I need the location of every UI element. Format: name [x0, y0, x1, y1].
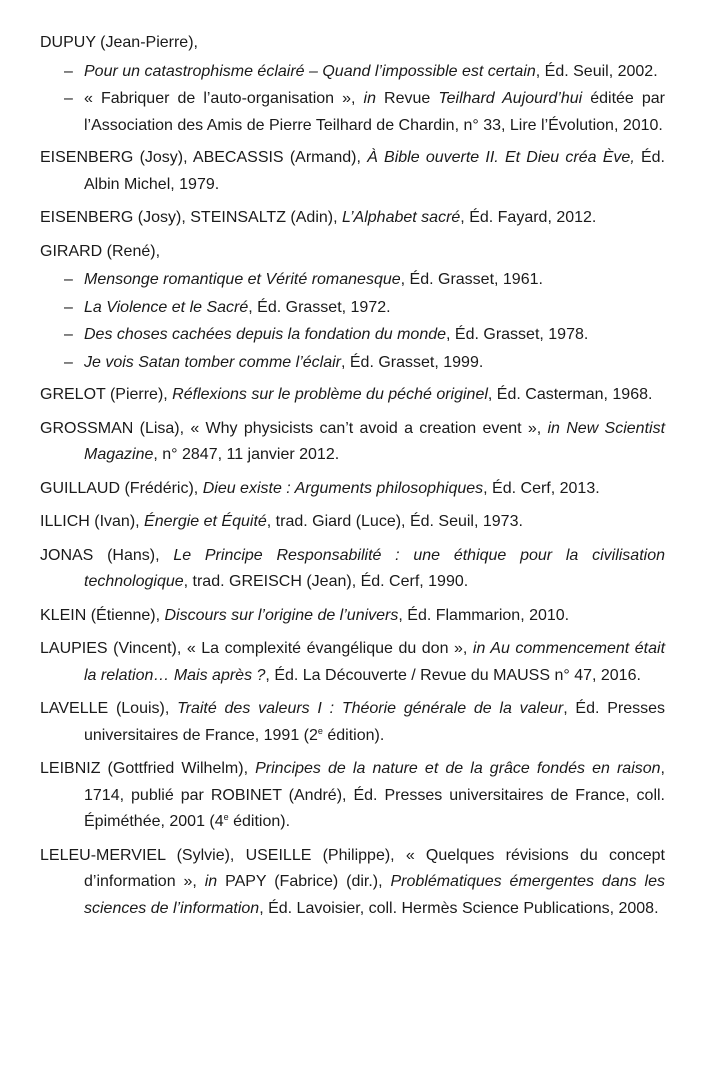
work-list-dupuy [40, 59, 665, 140]
author: EISENBERG (Josy), ABECASSIS (Armand), [40, 149, 368, 166]
dash-bullet: – [64, 62, 73, 80]
dash-bullet: – [64, 90, 73, 107]
work-title: Des choses cachées depuis la fondation du monde [84, 326, 447, 343]
work-title: L’Alphabet sacré [341, 209, 461, 226]
work-item: – « Fabriquer de l’auto-organisation », in Revue Teilhard Aujourd’hui éditée par l’Association des Amis de Pierre Teilhard de Chardin, n° 33, Lire l’Évolution, 2010. [40, 86, 665, 139]
author: DUPUY (Jean-Pierre), [40, 34, 198, 51]
work-title: Problématiques émergentes dans les sciences de l’information [84, 873, 665, 917]
bib-entry-guillaud: GUILLAUD (Frédéric), Dieu existe : Arguments philosophiques, Éd. Cerf, 2013. [40, 479, 600, 497]
work-list-girard [40, 267, 665, 376]
work-title: New Scientist Magazine [84, 419, 666, 463]
dash-bullet: – [64, 353, 73, 371]
work-item: – Mensonge romantique et Vérité romanesque, Éd. Grasset, 1961. [40, 267, 665, 294]
work-title: Traité des valeurs I : Théorie générale de la valeur [177, 700, 564, 717]
dash-bullet: – [64, 326, 73, 343]
work-item: – Pour un catastrophisme éclairé – Quand l’impossible est certain, Éd. Seuil, 2002. [40, 59, 665, 86]
bibliography-page [40, 30, 665, 929]
author: LAVELLE (Louis), [40, 700, 178, 717]
dash-bullet: – [64, 271, 73, 288]
work-title: Dieu existe : Arguments philosophiques [202, 479, 484, 497]
author: EISENBERG (Josy), STEINSALTZ (Adin), [40, 209, 342, 226]
author: KLEIN (Étienne), [40, 606, 165, 624]
bib-entry-laupies: LAUPIES (Vincent), « La complexité évangélique du don », in Au commencement était la relation… Mais après ?, Éd. La Découverte / Revue du MAUSS n° 47, 2016. [40, 640, 666, 684]
bib-entry-grelot: GRELOT (Pierre), Réflexions sur le problème du péché originel, Éd. Casterman, 1968. [40, 386, 653, 403]
bib-entry-grossman: GROSSMAN (Lisa), « Why physicists can’t avoid a creation event », in New Scientist Magazine, n° 2847, 11 janvier 2012. [40, 419, 666, 463]
bib-entry-jonas: JONAS (Hans), Le Principe Responsabilité : une éthique pour la civilisation technologique, trad. GREISCH (Jean), Éd. Cerf, 1990. [40, 546, 666, 590]
work-title: Pour un catastrophisme éclairé – Quand l’impossible est certain [84, 62, 536, 80]
work-title: Énergie et Équité [144, 513, 267, 530]
author: ILLICH (Ivan), [40, 513, 145, 530]
author: GIRARD (René), [40, 242, 161, 260]
author: GRELOT (Pierre), [40, 386, 173, 403]
author: GROSSMAN (Lisa), « Why physicists can’t avoid a creation event », [40, 419, 548, 437]
work-item: – Des choses cachées depuis la fondation du monde, Éd. Grasset, 1978. [40, 322, 665, 349]
work-title: Réflexions sur le problème du péché originel [172, 386, 488, 403]
author: LELEU-MERVIEL (Sylvie), USEILLE (Philippe), « Quelques révisions du concept d’information », [40, 846, 665, 890]
author: JONAS (Hans), [40, 546, 174, 564]
bib-entry-eisenberg-abecassis: EISENBERG (Josy), ABECASSIS (Armand), À Bible ouverte II. Et Dieu créa Ève, Éd. Albin Michel, 1979. [40, 149, 665, 193]
bib-entry-klein: KLEIN (Étienne), Discours sur l’origine de l’univers, Éd. Flammarion, 2010. [40, 606, 570, 624]
work-title: Je vois Satan tomber comme l’éclair [84, 353, 341, 371]
author: GUILLAUD (Frédéric), [40, 479, 203, 497]
author: LAUPIES (Vincent), « La complexité évangélique du don », [40, 640, 473, 657]
bib-entry-leibniz: LEIBNIZ (Gottfried Wilhelm), Principes de la nature et de la grâce fondés en raison, 1714, publié par ROBINET (André), Éd. Presses universitaires de France, coll. Épiméthée, 2001 (4e édition). [40, 760, 665, 830]
author: LEIBNIZ (Gottfried Wilhelm), [40, 760, 256, 777]
work-title: in Au commencement était la relation… Mais après ? [84, 640, 666, 684]
bib-entry-girard [40, 239, 665, 266]
bib-entry-dupuy [40, 30, 665, 57]
bib-entry-leleu-merviel: LELEU-MERVIEL (Sylvie), USEILLE (Philippe), « Quelques révisions du concept d’information », in PAPY (Fabrice) (dir.), Problématiques émergentes dans les sciences de l’information, Éd. Lavoisier, coll. Hermès Science Publications, 2008. [40, 846, 665, 917]
bib-entry-lavelle: LAVELLE (Louis), Traité des valeurs I : Théorie générale de la valeur, Éd. Presses universitaires de France, 1991 (2e édition). [40, 700, 665, 744]
work-title: Discours sur l’origine de l’univers [164, 606, 399, 624]
work-title: Mensonge romantique et Vérité romanesque [84, 271, 401, 288]
bib-entry-illich: ILLICH (Ivan), Énergie et Équité, trad. Giard (Luce), Éd. Seuil, 1973. [40, 513, 523, 530]
work-title: Le Principe Responsabilité : une éthique pour la civilisation technologique [84, 546, 666, 590]
work-title: Principes de la nature et de la grâce fondés en raison [255, 760, 661, 777]
work-item: – Je vois Satan tomber comme l’éclair, Éd. Grasset, 1999. [40, 350, 665, 377]
work-title: Teilhard Aujourd’hui [438, 90, 583, 107]
work-item: – La Violence et le Sacré, Éd. Grasset, 1972. [40, 295, 665, 322]
bib-entry-eisenberg-steinsaltz: EISENBERG (Josy), STEINSALTZ (Adin), L’Alphabet sacré, Éd. Fayard, 2012. [40, 209, 597, 226]
work-title: La Violence et le Sacré [84, 298, 249, 316]
dash-bullet: – [64, 298, 73, 316]
work-title: À Bible ouverte II. Et Dieu créa Ève, [367, 149, 635, 166]
